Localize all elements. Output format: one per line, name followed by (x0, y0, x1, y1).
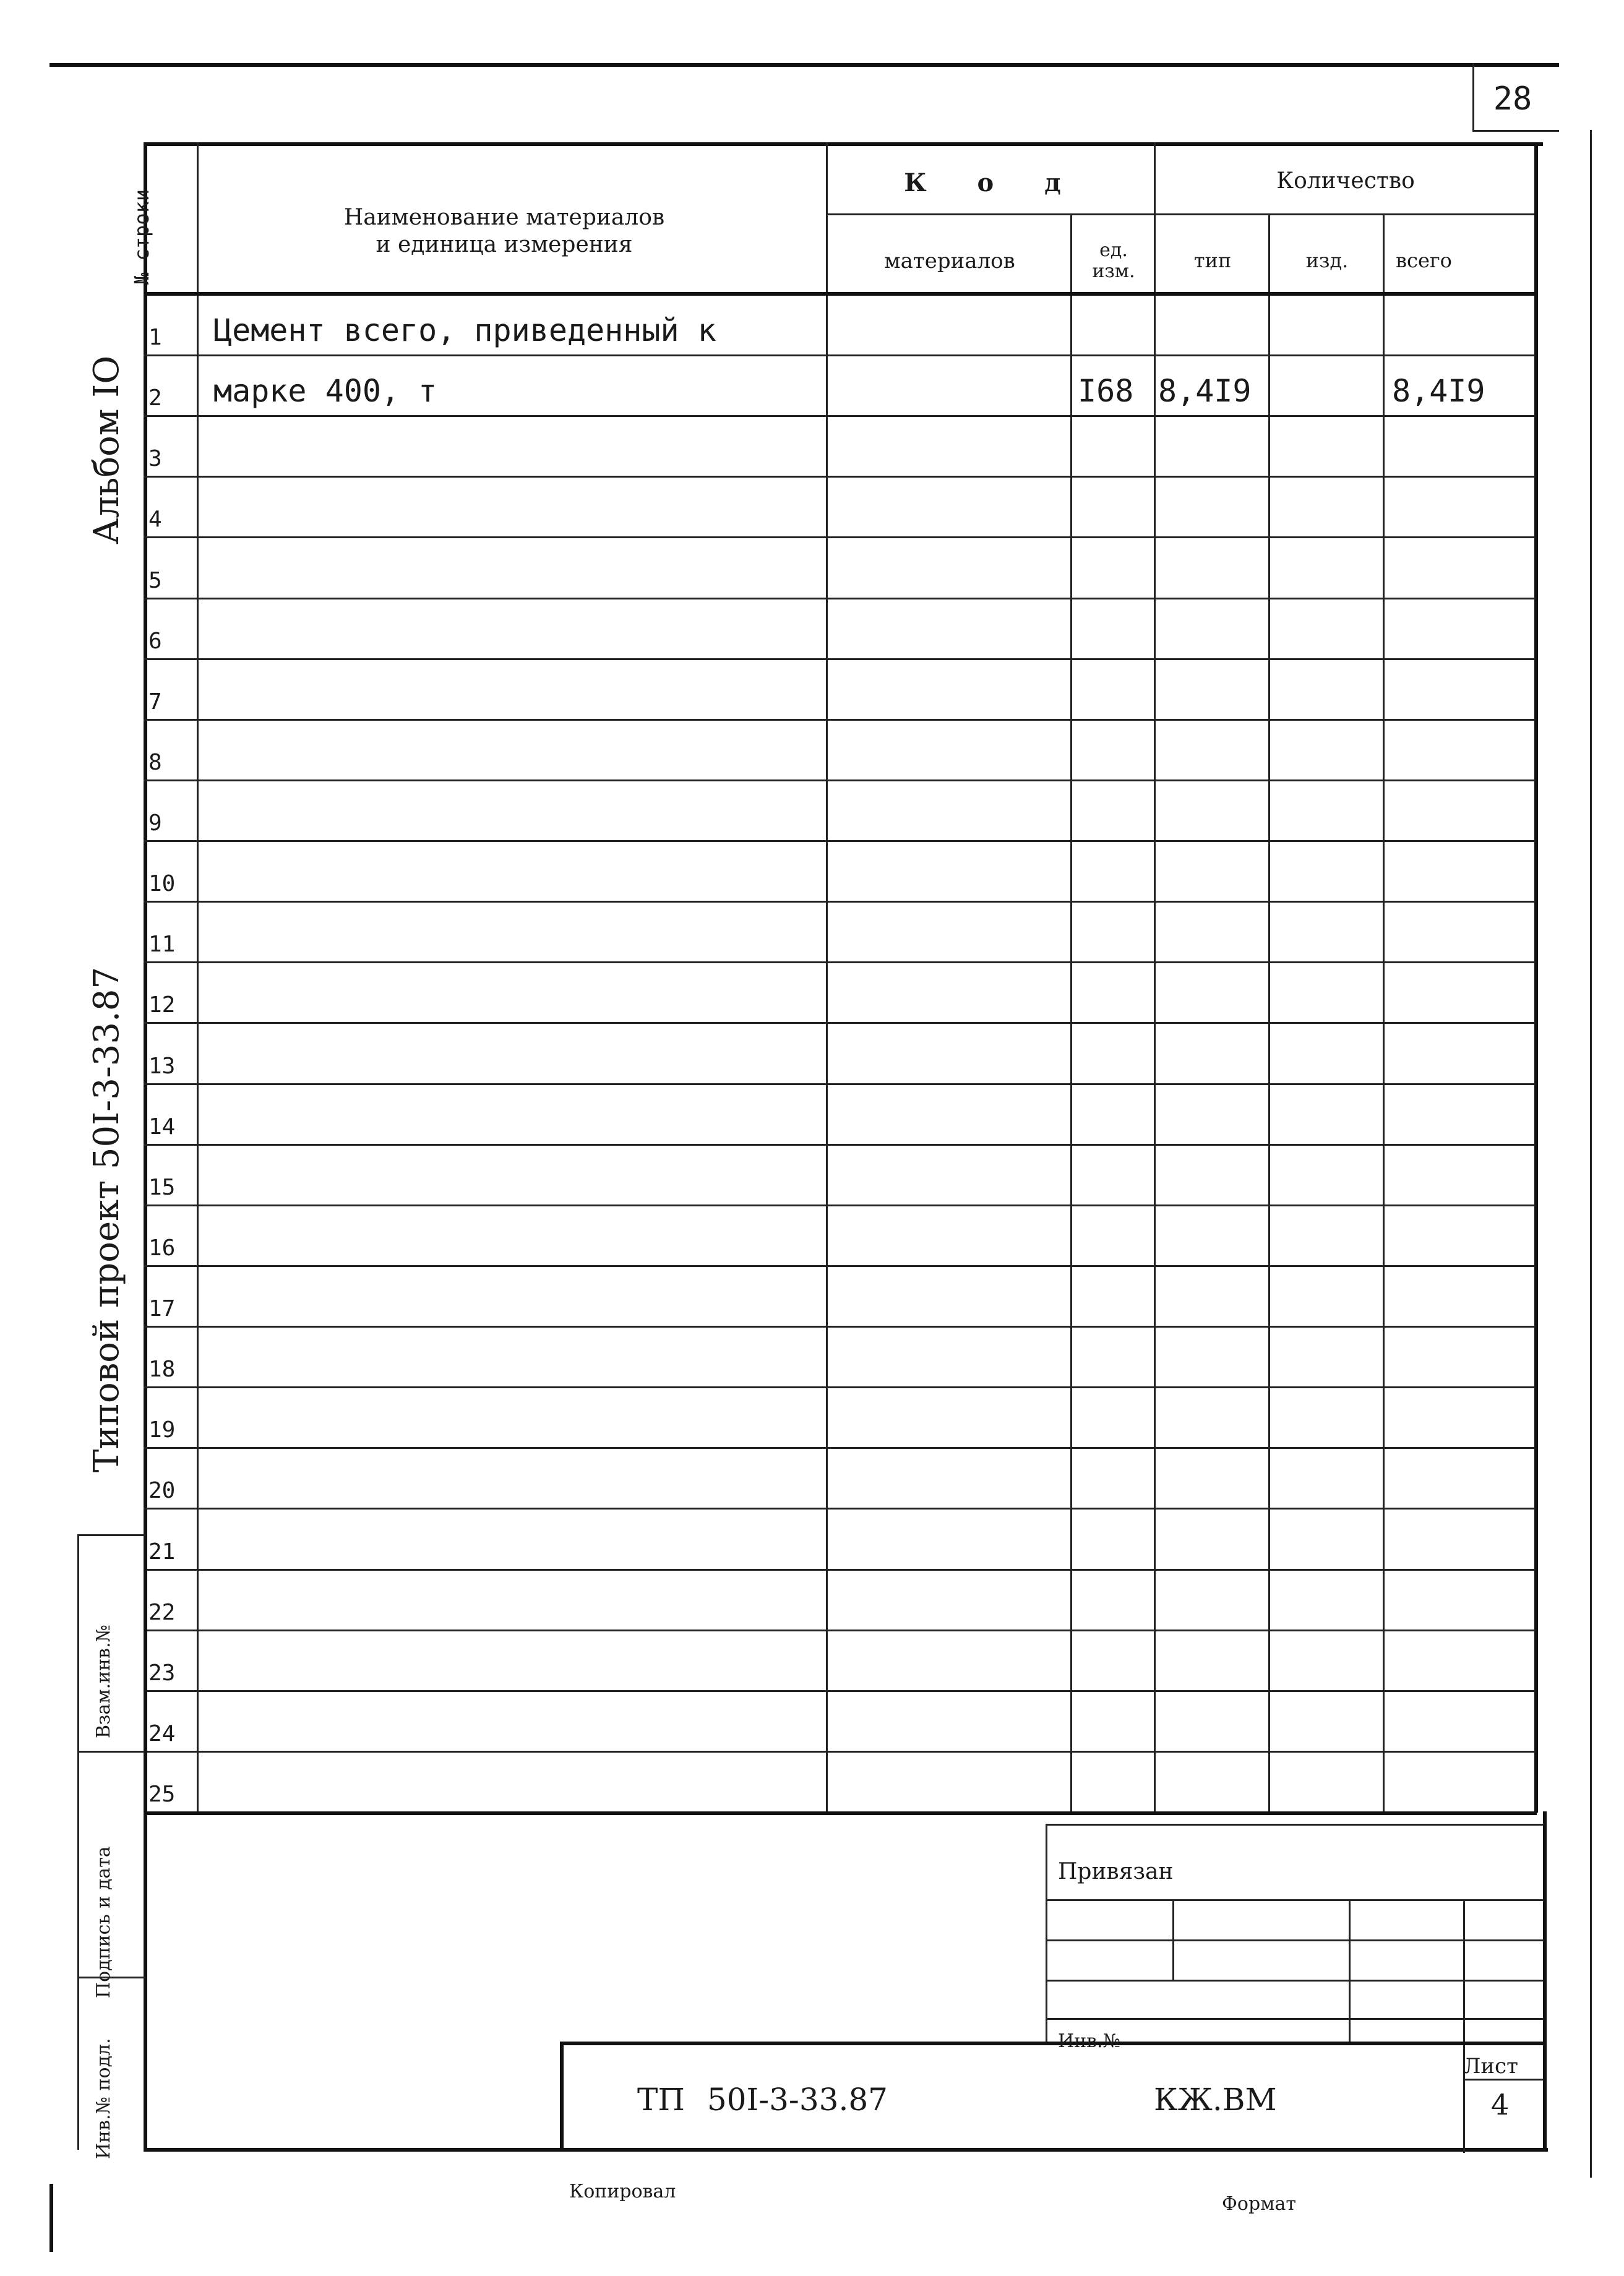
sheet-number: 28 (1493, 80, 1532, 118)
row-divider (144, 840, 1536, 842)
row-number: 18 (148, 1357, 176, 1383)
table-top-border (144, 142, 1543, 146)
col-div-rownum (197, 142, 199, 1813)
row-divider (144, 1265, 1536, 1267)
row-name: марке 400, т (213, 373, 437, 410)
row-number: 7 (148, 689, 162, 715)
row-number: 5 (148, 567, 162, 593)
row-number: 13 (148, 1053, 176, 1079)
table-right-border (1534, 142, 1538, 1813)
row-number: 23 (148, 1660, 176, 1686)
col-div-material (1070, 213, 1072, 1813)
stamp-line-4 (1046, 2018, 1544, 2020)
header-name: Наименование материалов и единица измерения (343, 205, 665, 257)
row-unit-code: I68 (1078, 373, 1134, 410)
side-strip-line-2 (77, 1751, 145, 1753)
row-number: 17 (148, 1296, 176, 1322)
sheet-num-box-bottom (1472, 130, 1559, 132)
row-divider (144, 1447, 1536, 1449)
row-number: 3 (148, 446, 162, 472)
stamp-doc-code: КЖ.ВМ (1154, 2082, 1277, 2118)
header-bottom-line (144, 292, 1536, 296)
header-item: изд. (1305, 249, 1349, 272)
stamp-line-1 (1046, 1899, 1544, 1901)
row-divider (144, 1569, 1536, 1571)
stamp-main-top (560, 2042, 1544, 2045)
row-divider (144, 658, 1536, 660)
top-border (49, 63, 1559, 67)
left-binding-line (49, 2184, 53, 2252)
row-divider (144, 536, 1536, 538)
row-number: 14 (148, 1114, 176, 1140)
stamp-list-label: Лист (1463, 2054, 1518, 2079)
sheet-num-box-left (1472, 63, 1474, 131)
stamp-privyazan-label: Привязан (1058, 1859, 1174, 1884)
row-divider (144, 415, 1536, 417)
row-number: 22 (148, 1599, 176, 1625)
side-vzam-inv-label: Взам.инв.№ (93, 1625, 114, 1738)
row-divider (144, 1326, 1536, 1328)
stamp-main-left (560, 2042, 564, 2152)
table-bottom-border (144, 1811, 1537, 1815)
stamp-col-3 (1463, 1899, 1465, 2153)
row-divider (144, 1022, 1536, 1024)
row-number: 6 (148, 628, 162, 654)
stamp-list-number: 4 (1491, 2088, 1510, 2121)
row-number: 1 (148, 325, 162, 351)
header-code-group: К о д (904, 168, 1082, 197)
row-divider (144, 779, 1536, 781)
side-inv-podl-label: Инв.№ подл. (93, 2038, 114, 2159)
side-album-label: Альбом IO (87, 355, 127, 544)
footer-format-label: Формат (1222, 2193, 1296, 2215)
stamp-line-2 (1046, 1939, 1544, 1941)
row-divider (144, 1630, 1536, 1631)
row-number: 11 (148, 932, 176, 958)
stamp-col-1 (1172, 1899, 1174, 1981)
row-divider (144, 1083, 1536, 1085)
stamp-top (1046, 1824, 1544, 1826)
row-number: 8 (148, 749, 162, 775)
row-divider (144, 719, 1536, 721)
side-strip-left (77, 1534, 79, 2150)
row-number: 15 (148, 1174, 176, 1200)
row-number: 4 (148, 507, 162, 533)
header-material-code: материалов (884, 249, 1015, 273)
row-divider (144, 1205, 1536, 1206)
row-divider (144, 961, 1536, 963)
row-number: 24 (148, 1720, 176, 1746)
row-qty-total: 8,4I9 (1392, 373, 1485, 410)
row-number: 20 (148, 1478, 176, 1504)
stamp-left-upper (1046, 1824, 1047, 2042)
side-project-label: Типовой проект 50I-3-33.87 (87, 966, 127, 1472)
row-divider (144, 598, 1536, 599)
stamp-project-code: ТП 50I-3-33.87 (637, 2082, 888, 2118)
header-total: всего (1396, 249, 1452, 272)
header-sub-line (826, 213, 1534, 215)
row-divider (144, 476, 1536, 478)
stamp-line-3 (1046, 1980, 1544, 1982)
row-number: 2 (148, 385, 162, 411)
header-qty-group: Количество (1276, 168, 1415, 194)
sheet-right-border-lower (1543, 1811, 1547, 2152)
sheet-bottom-border (144, 2148, 1548, 2152)
col-div-item (1383, 213, 1385, 1813)
side-podpis-label: Подпись и дата (93, 1846, 114, 1998)
row-divider (144, 1508, 1536, 1509)
footer-copied-label: Копировал (569, 2181, 676, 2202)
side-strip-right (144, 1534, 147, 2150)
row-number: 9 (148, 810, 162, 836)
row-number: 12 (148, 992, 176, 1018)
stamp-inv-label: Инв.№ (1058, 2030, 1120, 2052)
row-number: 21 (148, 1539, 176, 1565)
stamp-list-divider (1463, 2079, 1544, 2081)
side-strip-line-1 (77, 1534, 145, 1536)
header-unit: ед. изм. (1092, 239, 1135, 282)
row-number: 19 (148, 1417, 176, 1443)
row-divider (144, 901, 1536, 903)
row-divider (144, 354, 1536, 356)
row-divider (144, 1751, 1536, 1753)
row-qty-type: 8,4I9 (1158, 373, 1252, 410)
col-div-type (1268, 213, 1270, 1813)
row-number: 16 (148, 1235, 176, 1261)
right-frame (1590, 130, 1592, 2178)
row-number: 25 (148, 1782, 176, 1807)
row-divider (144, 1386, 1536, 1388)
col-div-unit (1154, 142, 1156, 1813)
col-div-name (826, 142, 828, 1813)
stamp-col-2 (1349, 1899, 1351, 2042)
row-divider (144, 1690, 1536, 1692)
row-number: 10 (148, 871, 176, 897)
row-divider (144, 1144, 1536, 1146)
row-name: Цемент всего, приведенный к (213, 312, 716, 349)
header-type: тип (1193, 249, 1232, 272)
